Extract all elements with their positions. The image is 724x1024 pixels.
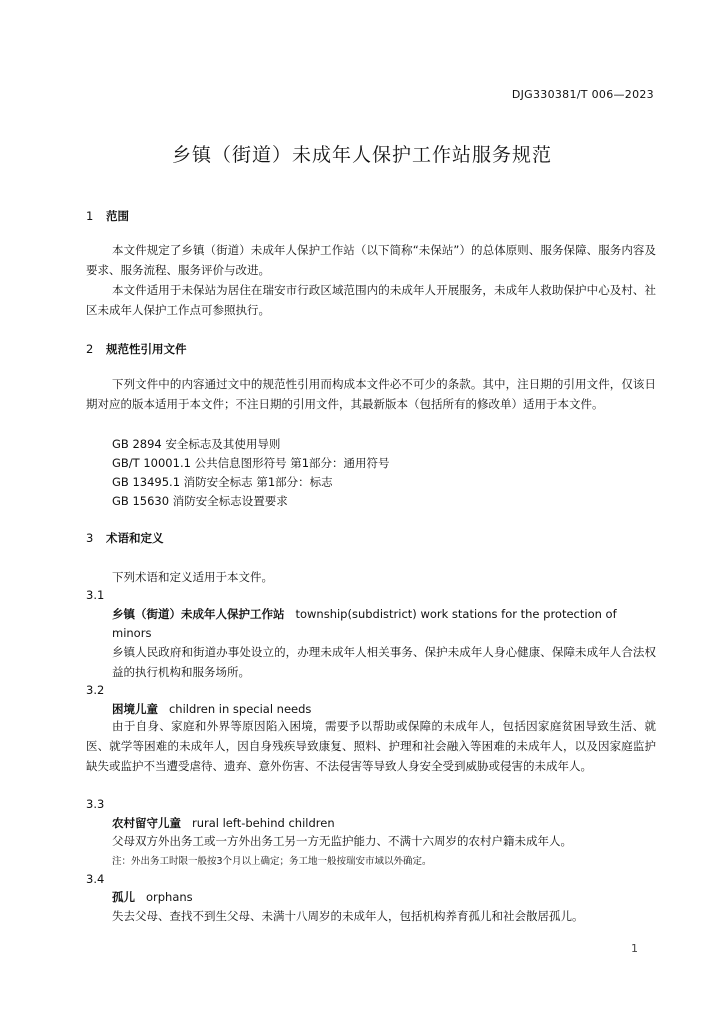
section-number: 1 (86, 209, 94, 223)
section-2-heading (86, 341, 187, 357)
term-definition: 乡镇人民政府和街道办事处设立的，办理未成年人相关事务、保护未成年人身心健康、保障未成年人合法权益的执行机构和服务场所。 (112, 645, 656, 679)
term-number: 3.3 (86, 797, 105, 811)
term-definition: 失去父母、查找不到生父母、未满十八周岁的未成年人，包括机构养育孤儿和社会散居孤儿。 (112, 909, 584, 923)
reference-item: GB/T 10001.1 公共信息图形符号 第1部分：通用符号 (112, 456, 390, 470)
section-number: 2 (86, 342, 94, 356)
term-en: orphans (145, 890, 193, 904)
term-definition: 由于自身、家庭和外界等原因陷入困境，需要予以帮助或保障的未成年人，包括因家庭贫困导致生活、就医、就学等困难的未成年人，因自身残疾导致康复、照料、护理和社会融入等困难的未成年人，以及因家庭监护缺失或监护不当遭受虐待、遗弃、意外伤害、不法侵害等导致人身安全受到威胁或侵害的未成年人。 (86, 719, 656, 773)
term-note: 注：外出务工时限一般按3个月以上确定；务工地一般按瑞安市域以外确定。 (112, 856, 432, 867)
term-number: 3.2 (86, 683, 105, 697)
reference-item: GB 15630 消防安全标志设置要求 (112, 494, 288, 508)
standard-number: DJG330381/T 006—2023 (511, 88, 654, 101)
page-number: 1 (631, 942, 638, 955)
term-number: 3.1 (86, 588, 105, 602)
section-title: 规范性引用文件 (106, 342, 187, 356)
reference-item: GB 2894 安全标志及其使用导则 (112, 437, 281, 451)
section-1-paragraph-1: 本文件规定了乡镇（街道）未成年人保护工作站（以下简称“未保站”）的总体原则、服务保障、服务内容及要求、服务流程、服务评价与改进。 (86, 243, 656, 277)
section-3-intro: 下列术语和定义适用于本文件。 (112, 570, 273, 584)
term-title (112, 888, 656, 907)
document-title: 乡镇（街道）未成年人保护工作站服务规范 (171, 144, 552, 166)
section-title: 范围 (106, 209, 129, 223)
term-zh: 孤儿 (112, 890, 135, 904)
section-number: 3 (86, 531, 94, 545)
term-number: 3.4 (86, 872, 105, 886)
term-zh: 困境儿童 (112, 702, 158, 716)
reference-item: GB 13495.1 消防安全标志 第1部分：标志 (112, 475, 333, 489)
term-definition: 父母双方外出务工或一方外出务工另一方无监护能力、不满十六周岁的农村户籍未成年人。 (112, 834, 572, 848)
section-1-heading (86, 208, 129, 224)
term-en: township(subdistrict) work stations for the protection of minors (112, 607, 617, 640)
term-zh: 农村留守儿童 (112, 816, 181, 830)
term-title (112, 605, 656, 643)
term-en: rural left-behind children (191, 816, 335, 830)
term-zh: 乡镇（街道）未成年人保护工作站 (112, 607, 285, 621)
section-title: 术语和定义 (106, 531, 164, 545)
section-3-heading (86, 530, 164, 546)
term-en: children in special needs (168, 702, 312, 716)
section-1-paragraph-2: 本文件适用于未保站为居住在瑞安市行政区域范围内的未成年人开展服务，未成年人救助保护中心及村、社区未成年人保护工作点可参照执行。 (86, 283, 656, 317)
section-2-paragraph-1: 下列文件中的内容通过文中的规范性引用而构成本文件必不可少的条款。其中，注日期的引用文件，仅该日期对应的版本适用于本文件；不注日期的引用文件，其最新版本（包括所有的修改单）适用于本文件。 (86, 377, 656, 411)
